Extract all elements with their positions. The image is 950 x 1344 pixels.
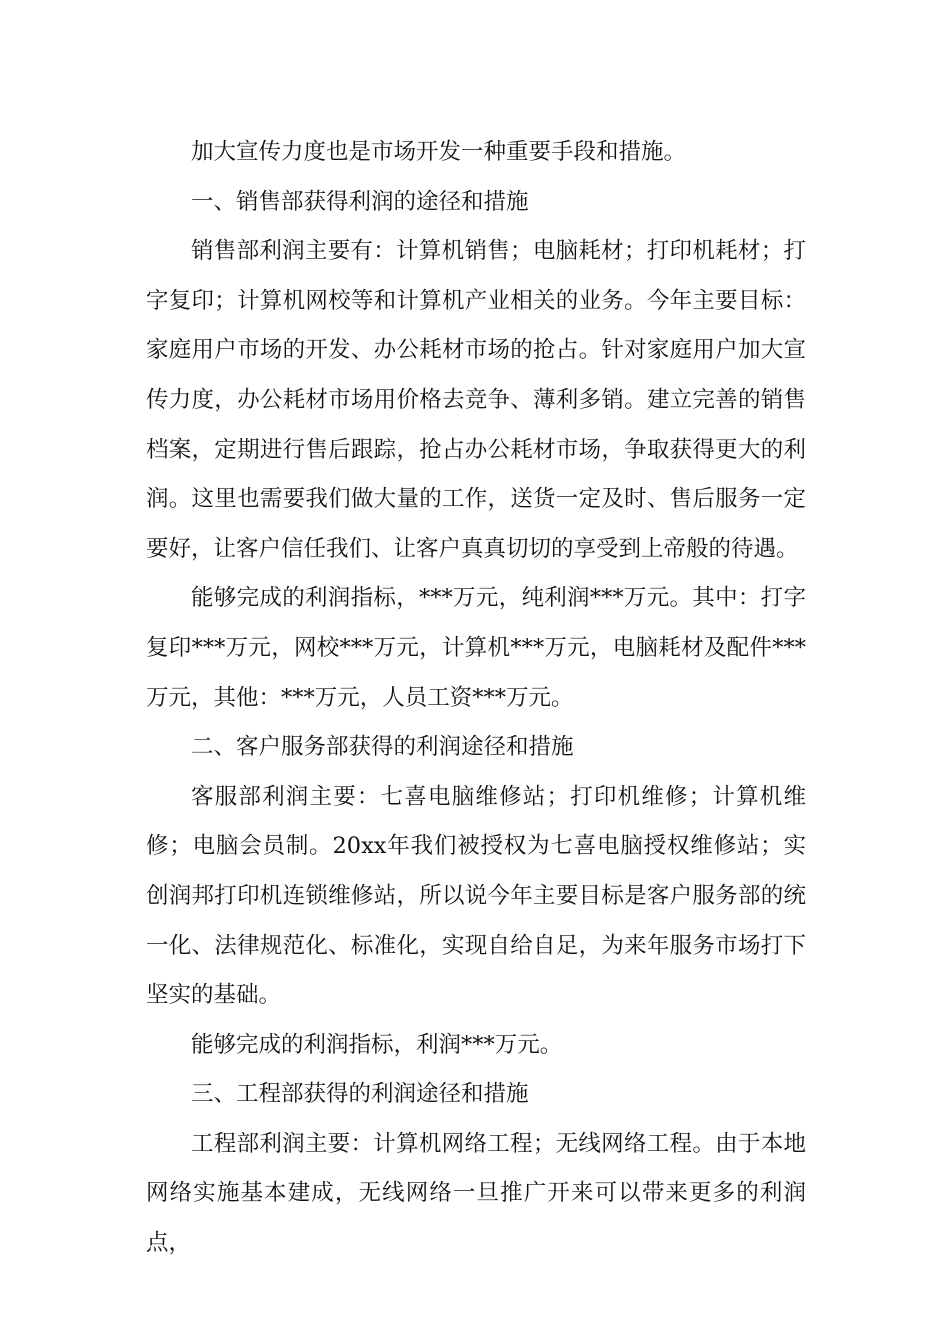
- paragraph-sales-profit: 销售部利润主要有：计算机销售；电脑耗材；打印机耗材；打字复印；计算机网校等和计算机产业相关的业务。今年主要目标：家庭用户市场的开发、办公耗材市场的抢占。针对家庭用户加大宣传力度，办公耗材市场用价格去竞争、薄利多销。建立完善的销售档案，定期进行售后跟踪，抢占办公耗材市场，争取获得更大的利润。这里也需要我们做大量的工作，送货一定及时、售后服务一定要好，让客户信任我们、让客户真真切切的享受到上帝般的待遇。: [146, 238, 806, 562]
- heading-customer-service-dept: 二、客户服务部获得的利润途径和措施: [191, 734, 574, 761]
- document-page: [146, 128, 806, 1269]
- heading-sales-dept: 一、销售部获得利润的途径和措施: [191, 188, 529, 215]
- paragraph-customer-service-targets: 能够完成的利润指标，利润***万元。: [191, 1031, 563, 1058]
- heading-engineering-dept: 三、工程部获得的利润途径和措施: [191, 1081, 529, 1108]
- paragraph-sales-targets: 能够完成的利润指标，***万元，纯利润***万元。其中：打字复印***万元，网校***万元，计算机***万元，电脑耗材及配件***万元，其他：***万元，人员工资***万元。: [146, 585, 806, 711]
- paragraph-engineering-profit: 工程部利润主要：计算机网络工程；无线网络工程。由于本地网络实施基本建成，无线网络一旦推广开来可以带来更多的利润点，: [146, 1130, 806, 1257]
- paragraph-customer-service-profit: 客服部利润主要：七喜电脑维修站；打印机维修；计算机维修；电脑会员制。20xx年我们被授权为七喜电脑授权维修站；实创润邦打印机连锁维修站，所以说今年主要目标是客户服务部的统一化、法律规范化、标准化，实现自给自足，为来年服务市场打下坚实的基础。: [146, 783, 806, 1009]
- paragraph-publicity: 加大宣传力度也是市场开发一种重要手段和措施。: [191, 139, 687, 165]
